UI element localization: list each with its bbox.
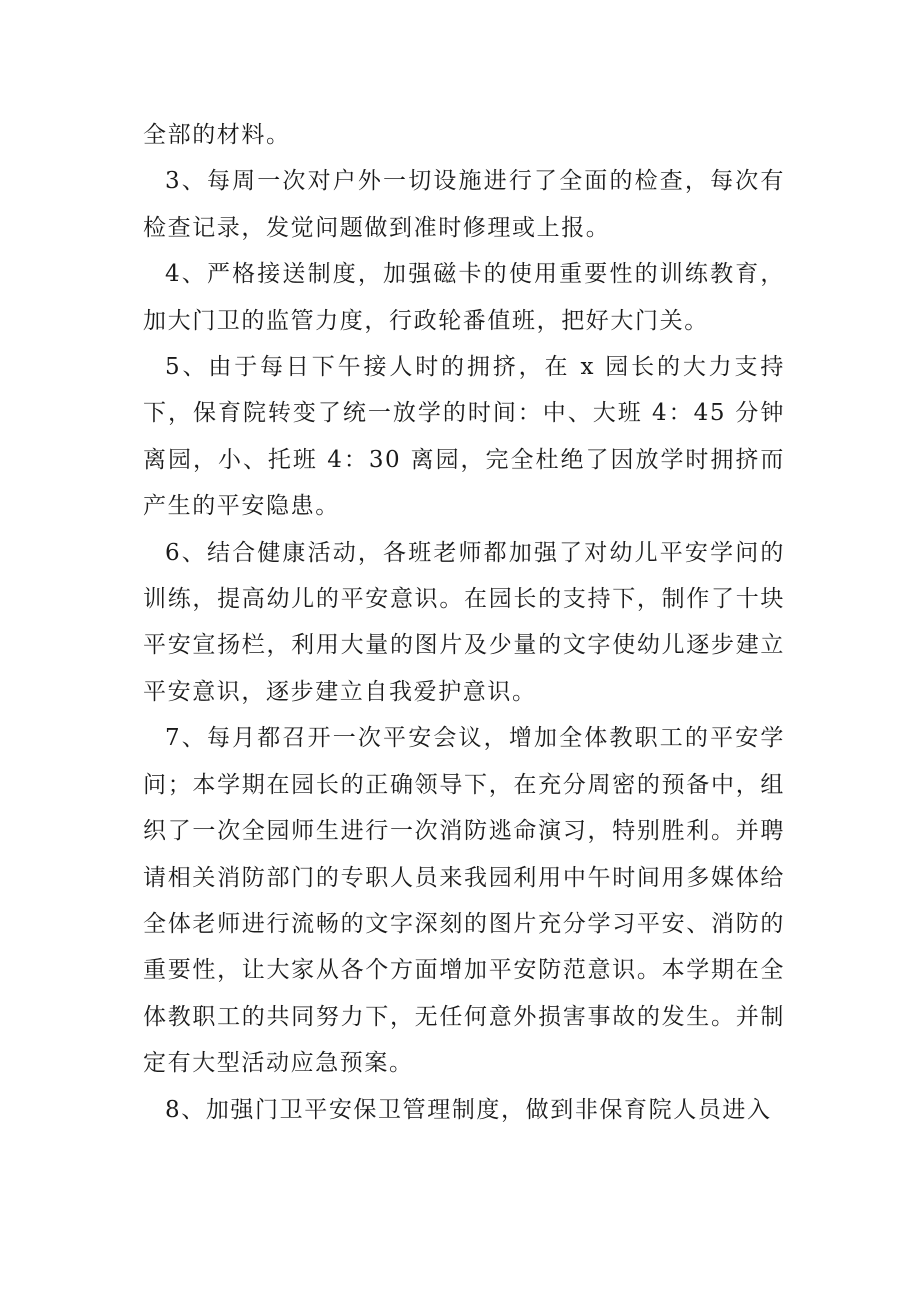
- paragraph-item-6: 6、结合健康活动，各班老师都加强了对幼儿平安学问的训练，提高幼儿的平安意识。在园长的支持下，制作了十块平安宣扬栏，利用大量的图片及少量的文字使幼儿逐步建立平安意识，逐步建立自我爱护意识。: [143, 539, 785, 705]
- document-body: [143, 112, 785, 1133]
- paragraph-item-8: 8、加强门卫平安保卫管理制度，做到非保育院人员进入: [165, 1096, 772, 1123]
- paragraph-item-4: 4、严格接送制度，加强磁卡的使用重要性的训练教育，加大门卫的监管力度，行政轮番值班，把好大门关。: [143, 261, 785, 334]
- paragraph-item-5: 5、由于每日下午接人时的拥挤，在 x 园长的大力支持下，保育院转变了统一放学的时间：中、大班 4：45 分钟离园，小、托班 4：30 离园，完全杜绝了因放学时拥挤而产生的平安隐患。: [143, 354, 785, 520]
- paragraph-continuation: 全部的材料。: [143, 122, 291, 148]
- paragraph-item-7: 7、每月都召开一次平安会议，增加全体教职工的平安学问；本学期在园长的正确领导下，在充分周密的预备中，组织了一次全园师生进行一次消防逃命演习，特别胜利。并聘请相关消防部门的专职人员来我园利用中午时间用多媒体给全体老师进行流畅的文字深刻的图片充分学习平安、消防的重要性，让大家从各个方面增加平安防范意识。本学期在全体教职工的共同努力下，无任何意外损害事故的发生。并制定有大型活动应急预案。: [143, 725, 785, 1077]
- paragraph-item-3: 3、每周一次对户外一切设施进行了全面的检查，每次有检查记录，发觉问题做到准时修理或上报。: [143, 168, 785, 241]
